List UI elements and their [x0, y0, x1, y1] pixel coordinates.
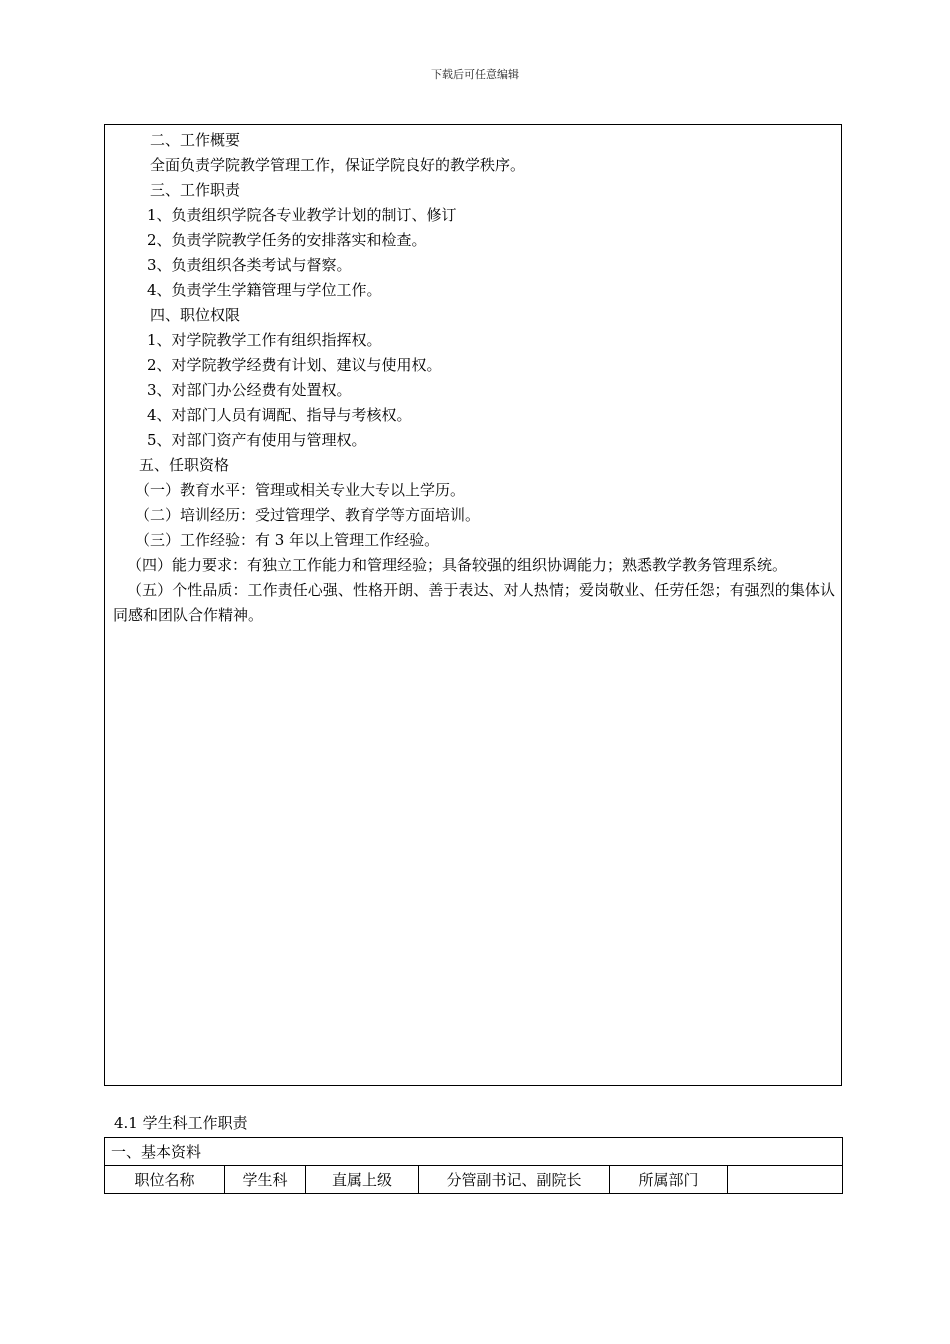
table-cell-position-value: 学生科 [225, 1166, 306, 1194]
duty-item-2: 2、负责学院教学任务的安排落实和检查。 [147, 231, 427, 249]
duty-item-3: 3、负责组织各类考试与督察。 [147, 256, 352, 274]
table-cell-supervisor-label: 直属上级 [306, 1166, 419, 1194]
paragraph-summary: 全面负责学院教学管理工作，保证学院良好的教学秩序。 [150, 156, 526, 174]
qualification-personality: （五）个性品质：工作责任心强、性格开朗、善于表达、对人热情；爱岗敬业、任劳任怨；有强烈的集体认同感和团队合作精神。 [113, 581, 835, 624]
qualification-experience: （三）工作经验：有 3 年以上管理工作经验。 [135, 531, 440, 549]
qualification-education: （一）教育水平：管理或相关专业大专以上学历。 [135, 481, 466, 499]
table-row [105, 1138, 843, 1166]
page-header: 下载后可任意编辑 [431, 68, 519, 81]
authority-item-4: 4、对部门人员有调配、指导与考核权。 [147, 406, 412, 424]
table-cell-supervisor-value: 分管副书记、副院长 [419, 1166, 610, 1194]
heading-duties: 三、工作职责 [150, 181, 241, 199]
authority-item-2: 2、对学院教学经费有计划、建议与使用权。 [147, 356, 442, 374]
heading-authority: 四、职位权限 [150, 306, 241, 324]
content-body [113, 128, 835, 628]
table-row [105, 1166, 843, 1194]
qualification-ability: （四）能力要求：有独立工作能力和管理经验；具备较强的组织协调能力；熟悉教学教务管理系统。 [127, 556, 788, 574]
qualification-training: （二）培训经历：受过管理学、教育学等方面培训。 [135, 506, 481, 524]
heading-work-summary: 二、工作概要 [150, 131, 241, 149]
authority-item-1: 1、对学院教学工作有组织指挥权。 [147, 331, 382, 349]
table-cell-department-label: 所属部门 [610, 1166, 728, 1194]
authority-item-3: 3、对部门办公经费有处置权。 [147, 381, 352, 399]
section-title: 4.1 学生科工作职责 [114, 1114, 248, 1132]
basic-info-table [104, 1137, 843, 1194]
duty-item-1: 1、负责组织学院各专业教学计划的制订、修订 [147, 206, 457, 224]
duty-item-4: 4、负责学生学籍管理与学位工作。 [147, 281, 382, 299]
table-heading: 一、基本资料 [105, 1138, 843, 1166]
content-frame [104, 124, 842, 1086]
table-cell-position-label: 职位名称 [105, 1166, 225, 1194]
authority-item-5: 5、对部门资产有使用与管理权。 [147, 431, 367, 449]
heading-qualifications: 五、任职资格 [139, 456, 230, 474]
table-cell-department-value [728, 1166, 843, 1194]
